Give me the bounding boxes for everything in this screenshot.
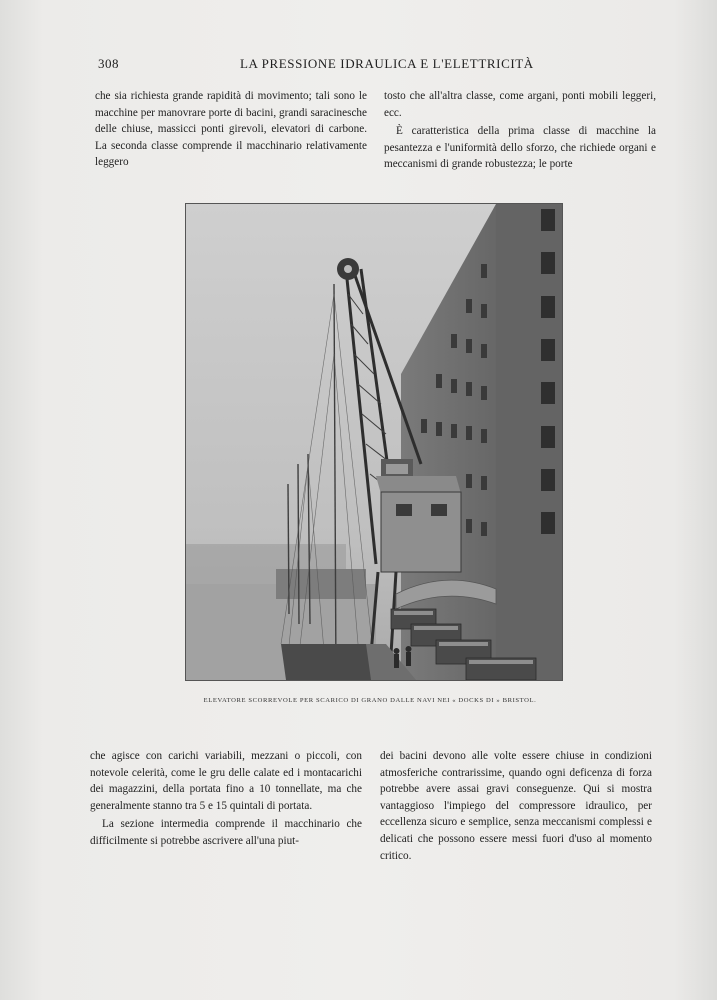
page-header bbox=[0, 56, 717, 76]
paragraph: che agisce con carichi variabili, mezzani o piccoli, con notevole celerità, come le gru delle calate ed i montacarichi dei magazzini, della portata fino a 10 tonnellate, ma che generalmente stanno tra 5 e 15 quintali di portata. bbox=[90, 750, 362, 812]
bottom-right-column bbox=[380, 748, 652, 864]
top-right-column bbox=[384, 88, 656, 173]
paragraph: tosto che all'altra classe, come argani, ponti mobili leggeri, ecc. bbox=[384, 90, 656, 119]
dock-elevator-photograph bbox=[185, 203, 563, 681]
bottom-left-column bbox=[90, 748, 362, 850]
figure-caption: ELEVATORE SCORREVOLE PER SCARICO DI GRANO DALLE NAVI NEI « DOCKS DI » BRISTOL. bbox=[203, 697, 537, 704]
paragraph: È caratteristica della prima classe di macchine la pesantezza e l'uniformità dello sforzo, che richiede organi e meccanismi di grande robustezza; le porte bbox=[384, 125, 656, 171]
page-number: 308 bbox=[98, 56, 119, 71]
running-title: LA PRESSIONE IDRAULICA E L'ELETTRICITÀ bbox=[240, 56, 534, 71]
paragraph: La sezione intermedia comprende il macchinario che difficilmente si potrebbe ascrivere all'una piut- bbox=[90, 818, 362, 847]
paragraph: dei bacini devono alle volte essere chiuse in condizioni atmosferiche contrarissime, quando ogni deficenza di forza potrebbe avere assai gravi conseguenze. Qui si mostra vantaggioso l'impiego del compressore idraulico, per eccellenza sicuro e semplice, senza meccanismi complessi e delicati che possono essere messi fuori d'uso al momento critico. bbox=[380, 750, 652, 862]
paragraph: che sia richiesta grande rapidità di movimento; tali sono le macchine per manovrare porte di bacini, grandi saracinesche delle chiuse, massicci ponti girevoli, elevatori di carbone. La seconda classe comprende il macchinario relativamente leggero bbox=[95, 90, 367, 169]
top-left-column bbox=[95, 88, 367, 171]
